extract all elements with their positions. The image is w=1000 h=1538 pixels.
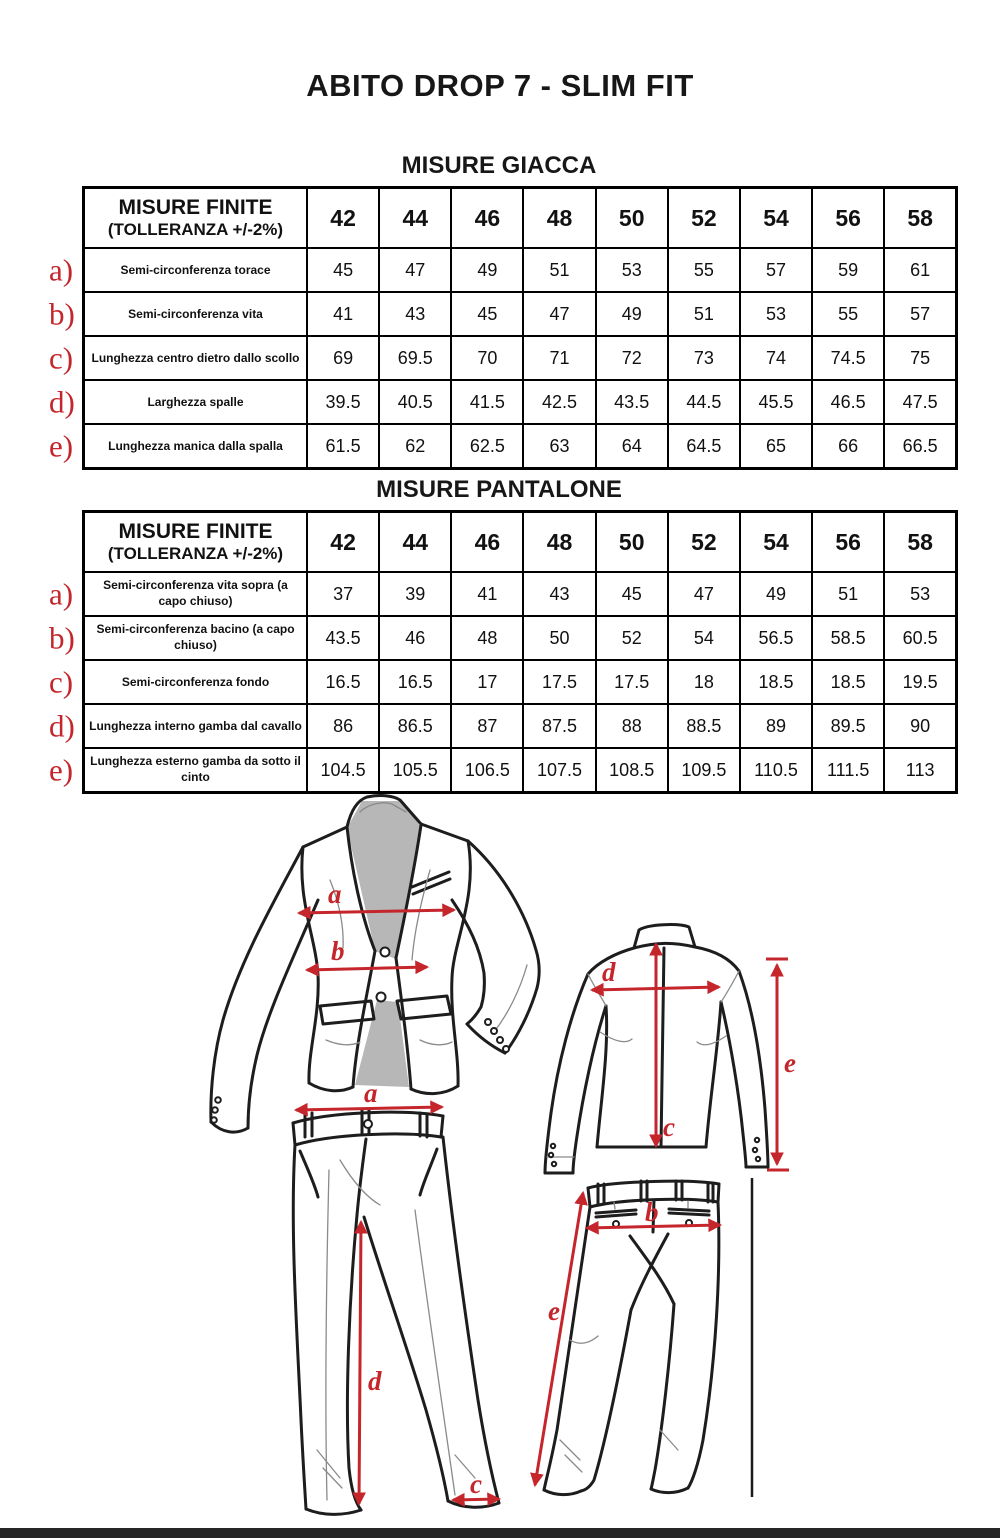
measures-header-cell	[84, 512, 308, 573]
size-column-header: 48	[523, 188, 595, 249]
jacket-table-title: MISURE GIACCA	[401, 152, 597, 179]
size-header-row	[84, 188, 957, 249]
garment-measure-diagrams	[0, 790, 1000, 1538]
measure-value: 61.5	[307, 424, 379, 469]
measure-value: 104.5	[307, 748, 379, 793]
measure-label: Semi-circonferenza vita	[128, 307, 263, 321]
measure-label-e: e	[548, 1296, 560, 1326]
measure-value: 69.5	[379, 336, 451, 380]
measure-label: Lunghezza centro dietro dallo scollo	[91, 351, 300, 365]
size-column-header: 56	[812, 512, 884, 573]
measure-value: 41.5	[451, 380, 523, 424]
trousers-size-table	[49, 510, 958, 794]
size-column-header: 42	[307, 188, 379, 249]
measure-value: 43	[379, 292, 451, 336]
measure-value: 47	[379, 248, 451, 292]
measure-value: 16.5	[379, 660, 451, 704]
header-tolerance: (TOLLERANZA +/-2%)	[107, 219, 284, 239]
measure-value: 37	[307, 572, 379, 616]
measure-row-a	[84, 572, 957, 616]
measure-label-d: d	[368, 1366, 382, 1396]
measure-value: 66	[812, 424, 884, 469]
header-title: MISURE FINITE	[118, 519, 273, 543]
row-letter-b: b)	[49, 620, 75, 656]
measure-value: 109.5	[668, 748, 740, 793]
measure-value: 61	[884, 248, 956, 292]
row-letter-e: e)	[49, 428, 74, 464]
measure-value: 53	[884, 572, 956, 616]
measure-value: 45	[596, 572, 668, 616]
measure-value: 56.5	[740, 616, 812, 660]
measure-value: 53	[596, 248, 668, 292]
size-column-header: 52	[668, 188, 740, 249]
measure-value: 55	[812, 292, 884, 336]
measure-row-e	[84, 424, 957, 469]
measure-value: 86.5	[379, 704, 451, 748]
measure-label-b: b	[331, 936, 345, 966]
page-title: ABITO DROP 7 - SLIM FIT	[306, 68, 694, 103]
measure-value: 64	[596, 424, 668, 469]
measure-label: Lunghezza esterno gamba da sotto il cinto	[90, 754, 301, 784]
measure-label: Semi-circonferenza bacino (a capo chiuso)	[96, 622, 295, 652]
measure-value: 108.5	[596, 748, 668, 793]
size-header-row	[84, 512, 957, 573]
measure-label-e: e	[784, 1048, 796, 1078]
scan-edge-bar	[0, 1528, 1000, 1538]
measure-label-b: b	[645, 1197, 659, 1227]
measure-label-c: c	[663, 1112, 675, 1142]
row-letter-c: c)	[49, 664, 74, 700]
measure-label-cell	[49, 748, 308, 793]
measure-value: 18	[668, 660, 740, 704]
jacket-button	[381, 948, 390, 957]
measure-label-cell	[49, 336, 308, 380]
measure-label: Larghezza spalle	[147, 395, 244, 409]
measure-label: Semi-circonferenza vita sopra (a capo chiuso)	[103, 578, 288, 608]
measure-value: 62.5	[451, 424, 523, 469]
measure-value: 90	[884, 704, 956, 748]
header-tolerance: (TOLLERANZA +/-2%)	[107, 543, 284, 563]
measure-value: 17	[451, 660, 523, 704]
measure-value: 88.5	[668, 704, 740, 748]
measure-value: 64.5	[668, 424, 740, 469]
jacket-button	[377, 993, 386, 1002]
measure-value: 40.5	[379, 380, 451, 424]
measure-value: 107.5	[523, 748, 595, 793]
measure-value: 48	[451, 616, 523, 660]
measure-value: 72	[596, 336, 668, 380]
measure-row-c	[84, 660, 957, 704]
measure-value: 71	[523, 336, 595, 380]
measure-label: Semi-circonferenza torace	[120, 263, 271, 277]
measures-header-cell	[84, 188, 308, 249]
measure-value: 89.5	[812, 704, 884, 748]
measure-label: Lunghezza manica dalla spalla	[108, 439, 283, 453]
measure-value: 54	[668, 616, 740, 660]
measure-value: 18.5	[740, 660, 812, 704]
header-title: MISURE FINITE	[118, 195, 273, 219]
jacket-back-measure-e	[766, 959, 796, 1170]
measure-value: 58.5	[812, 616, 884, 660]
measure-value: 47.5	[884, 380, 956, 424]
measure-label-c: c	[470, 1469, 482, 1499]
size-column-header: 44	[379, 188, 451, 249]
measure-label-cell	[49, 380, 308, 424]
measure-value: 43.5	[307, 616, 379, 660]
measure-value: 47	[668, 572, 740, 616]
measure-value: 45	[307, 248, 379, 292]
measure-value: 66.5	[884, 424, 956, 469]
measure-value: 74	[740, 336, 812, 380]
measure-label-d: d	[602, 957, 616, 987]
size-column-header: 58	[884, 512, 956, 573]
row-letter-a: a)	[49, 252, 74, 288]
measure-value: 87	[451, 704, 523, 748]
row-letter-b: b)	[49, 296, 75, 332]
measure-value: 51	[812, 572, 884, 616]
measure-value: 74.5	[812, 336, 884, 380]
size-column-header: 42	[307, 512, 379, 573]
measure-label: Semi-circonferenza fondo	[121, 675, 270, 689]
size-column-header: 56	[812, 188, 884, 249]
measure-row-b	[84, 616, 957, 660]
measure-value: 75	[884, 336, 956, 380]
measure-row-d	[84, 704, 957, 748]
measure-label-a: a	[328, 879, 342, 909]
measure-value: 60.5	[884, 616, 956, 660]
measure-value: 42.5	[523, 380, 595, 424]
measure-value: 73	[668, 336, 740, 380]
measure-value: 57	[884, 292, 956, 336]
jacket-back-measure-c	[656, 944, 675, 1146]
size-column-header: 50	[596, 512, 668, 573]
trousers-front-drawing	[293, 1110, 499, 1514]
measure-value: 46.5	[812, 380, 884, 424]
measure-value: 86	[307, 704, 379, 748]
trousers-front-measure-a	[296, 1078, 442, 1110]
row-letter-c: c)	[49, 340, 74, 376]
row-letter-e: e)	[49, 752, 74, 788]
measure-value: 41	[307, 292, 379, 336]
measure-value: 62	[379, 424, 451, 469]
measure-value: 46	[379, 616, 451, 660]
measure-value: 51	[668, 292, 740, 336]
row-letter-a: a)	[49, 576, 74, 612]
measure-value: 55	[668, 248, 740, 292]
size-column-header: 48	[523, 512, 595, 573]
size-column-header: 54	[740, 188, 812, 249]
measure-value: 50	[523, 616, 595, 660]
measure-value: 51	[523, 248, 595, 292]
measure-value: 63	[523, 424, 595, 469]
measure-value: 16.5	[307, 660, 379, 704]
jacket-front-measure-b	[307, 936, 427, 970]
measure-value: 105.5	[379, 748, 451, 793]
jacket-size-table	[49, 186, 958, 470]
measure-value: 53	[740, 292, 812, 336]
row-letter-d: d)	[49, 708, 75, 744]
measure-value: 70	[451, 336, 523, 380]
measure-value: 41	[451, 572, 523, 616]
size-column-header: 52	[668, 512, 740, 573]
size-column-header: 44	[379, 512, 451, 573]
jacket-measures-section	[40, 152, 958, 470]
measure-value: 57	[740, 248, 812, 292]
measure-label-cell	[49, 292, 308, 336]
measure-value: 18.5	[812, 660, 884, 704]
measure-value: 17.5	[596, 660, 668, 704]
measure-label-cell	[49, 704, 308, 748]
size-column-header: 50	[596, 188, 668, 249]
measure-label-cell	[49, 572, 308, 616]
measure-row-e	[84, 748, 957, 793]
measure-row-d	[84, 380, 957, 424]
measure-value: 69	[307, 336, 379, 380]
measure-value: 45.5	[740, 380, 812, 424]
measure-value: 17.5	[523, 660, 595, 704]
measure-value: 52	[596, 616, 668, 660]
measure-label: Lunghezza interno gamba dal cavallo	[89, 719, 302, 733]
size-column-header: 54	[740, 512, 812, 573]
measure-row-a	[84, 248, 957, 292]
trousers-measures-section	[40, 476, 958, 794]
size-column-header: 58	[884, 188, 956, 249]
measure-value: 111.5	[812, 748, 884, 793]
measure-value: 49	[451, 248, 523, 292]
measure-value: 88	[596, 704, 668, 748]
measure-value: 39.5	[307, 380, 379, 424]
measure-value: 19.5	[884, 660, 956, 704]
trousers-back-measure-e	[535, 1193, 583, 1485]
measure-label-cell	[49, 660, 308, 704]
measure-value: 110.5	[740, 748, 812, 793]
measure-value: 43.5	[596, 380, 668, 424]
size-column-header: 46	[451, 188, 523, 249]
measure-value: 65	[740, 424, 812, 469]
measure-row-b	[84, 292, 957, 336]
measure-value: 49	[596, 292, 668, 336]
measure-label-cell	[49, 616, 308, 660]
measure-value: 44.5	[668, 380, 740, 424]
measure-value: 47	[523, 292, 595, 336]
row-letter-d: d)	[49, 384, 75, 420]
size-column-header: 46	[451, 512, 523, 573]
measure-value: 43	[523, 572, 595, 616]
measure-label-cell	[49, 248, 308, 292]
measure-row-c	[84, 336, 957, 380]
measure-value: 59	[812, 248, 884, 292]
measure-label-a: a	[364, 1078, 378, 1108]
measure-value: 39	[379, 572, 451, 616]
measure-value: 45	[451, 292, 523, 336]
measure-value: 87.5	[523, 704, 595, 748]
measure-value: 49	[740, 572, 812, 616]
measure-label-cell	[49, 424, 308, 469]
measure-value: 113	[884, 748, 956, 793]
measure-value: 89	[740, 704, 812, 748]
trousers-table-title: MISURE PANTALONE	[376, 476, 622, 503]
measure-value: 106.5	[451, 748, 523, 793]
